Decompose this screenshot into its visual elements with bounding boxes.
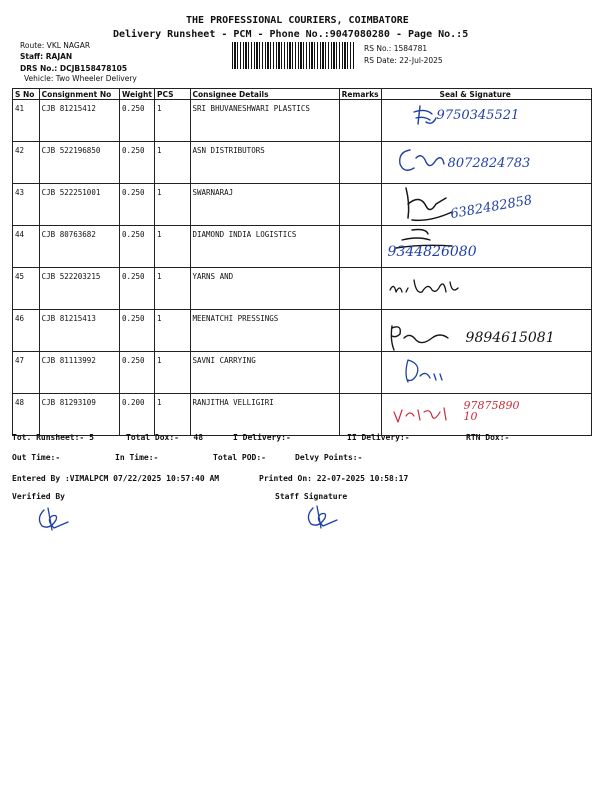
handwritten-phone: 9894615081 [465,330,555,346]
row-signature [381,100,591,142]
row-sno: 43 [13,184,40,226]
row-consignment: CJB 81215413 [39,310,119,352]
col-remarks: Remarks [339,89,381,100]
row-consignee: DIAMOND INDIA LOGISTICS [190,226,339,268]
row-sno: 41 [13,100,40,142]
row-pcs: 1 [154,310,190,352]
signature-mark [390,402,456,432]
route-label: Route: VKL NAGAR [20,41,91,50]
i-delivery: I Delivery:- [233,433,291,442]
row-pcs: 1 [154,142,190,184]
row-sno: 44 [13,226,40,268]
handwritten-phone: 9750345521 [436,108,520,123]
row-consignee: YARNS AND [190,268,339,310]
row-signature [381,352,591,394]
row-consignment: CJB 522203215 [39,268,119,310]
row-pcs: 1 [154,184,190,226]
row-remarks [339,310,381,352]
out-time: Out Time:- [12,453,61,462]
delivery-points: Delvy Points:- [295,453,363,462]
row-remarks [339,268,381,310]
verified-by-label: Verified By [12,492,65,501]
barcode [232,42,355,69]
row-consignment: CJB 522251001 [39,184,119,226]
row-weight: 0.250 [120,352,155,394]
total-runsheet: Tot. Runsheet:- 5 [12,433,94,442]
row-consignee: SWARNARAJ [190,184,339,226]
table-row [13,100,592,142]
col-signature: Seal & Signature [381,89,591,100]
table-row [13,142,592,184]
rs-date: RS Date: 22-Jul-2025 [364,56,443,65]
table-row [13,268,592,310]
row-weight: 0.250 [120,100,155,142]
handwritten-phone: 6382482858 [448,192,533,223]
col-weight: Weight [120,89,155,100]
row-weight: 0.250 [120,184,155,226]
table-row [13,394,592,436]
row-pcs: 1 [154,100,190,142]
row-pcs: 1 [154,394,190,436]
handwritten-phone: 9787589010 [463,399,520,423]
row-signature [381,142,591,184]
row-consignee: SAVNI CARRYING [190,352,339,394]
row-consignment: CJB 81293109 [39,394,119,436]
total-dox: Total Dox:- 48 [126,433,204,442]
row-consignment: CJB 81113992 [39,352,119,394]
row-remarks [339,352,381,394]
rtn-dox: RTN Dox:- [466,433,510,442]
col-consignee: Consignee Details [190,89,339,100]
row-consignee: SRI BHUVANESHWARI PLASTICS [190,100,339,142]
row-weight: 0.250 [120,226,155,268]
row-remarks [339,100,381,142]
row-sno: 42 [13,142,40,184]
printed-on: Printed On: 22-07-2025 10:58:17 [259,474,409,483]
row-pcs: 1 [154,268,190,310]
row-weight: 0.200 [120,394,155,436]
row-pcs: 1 [154,226,190,268]
signature-mark [402,356,472,386]
row-sno: 45 [13,268,40,310]
entered-by: Entered By :VIMALPCM 07/22/2025 10:57:40 AM [12,474,220,483]
row-sno: 47 [13,352,40,394]
in-time: In Time:- [115,453,159,462]
signature-mark [388,274,478,304]
table-row [13,226,592,268]
staff-label: Staff: RAJAN [20,52,73,61]
ii-delivery: II Delivery:- [347,433,410,442]
row-consignment: CJB 80763682 [39,226,119,268]
row-weight: 0.250 [120,310,155,352]
total-pod: Total POD:- [213,453,266,462]
drs-number: DRS No.: DCJB158478105 [20,64,128,73]
row-signature [381,394,591,436]
row-consignee: MEENATCHI PRESSINGS [190,310,339,352]
row-remarks [339,394,381,436]
handwritten-phone: 9344826080 [387,244,477,260]
vehicle-label: Vehicle: Two Wheeler Delivery [24,74,137,83]
row-pcs: 1 [154,352,190,394]
row-signature [381,184,591,226]
row-signature [381,268,591,310]
rs-number: RS No.: 1584781 [364,44,428,53]
col-pcs: PCS [154,89,190,100]
row-remarks [339,142,381,184]
row-consignment: CJB 81215412 [39,100,119,142]
table-row [13,352,592,394]
handwritten-phone: 8072824783 [447,156,531,171]
row-consignee: RANJITHA VELLIGIRI [190,394,339,436]
table-row [13,184,592,226]
col-sno: S No [13,89,40,100]
row-weight: 0.250 [120,268,155,310]
company-title: THE PROFESSIONAL COURIERS, COIMBATORE [186,15,409,26]
row-sno: 48 [13,394,40,436]
runsheet-table [12,88,592,436]
staff-signature [303,504,343,530]
row-signature [381,226,591,268]
row-sno: 46 [13,310,40,352]
table-row [13,310,592,352]
verified-signature [34,506,74,532]
row-weight: 0.250 [120,142,155,184]
table-header-row [13,89,592,100]
runsheet-subtitle: Delivery Runsheet - PCM - Phone No.:9047080280 - Page No.:5 [113,29,469,40]
row-remarks [339,226,381,268]
signature-mark [396,144,456,178]
row-remarks [339,184,381,226]
col-consignment: Consignment No [39,89,119,100]
row-consignee: ASN DISTRIBUTORS [190,142,339,184]
row-consignment: CJB 522196850 [39,142,119,184]
row-signature [381,310,591,352]
staff-signature-label: Staff Signature [275,492,348,501]
